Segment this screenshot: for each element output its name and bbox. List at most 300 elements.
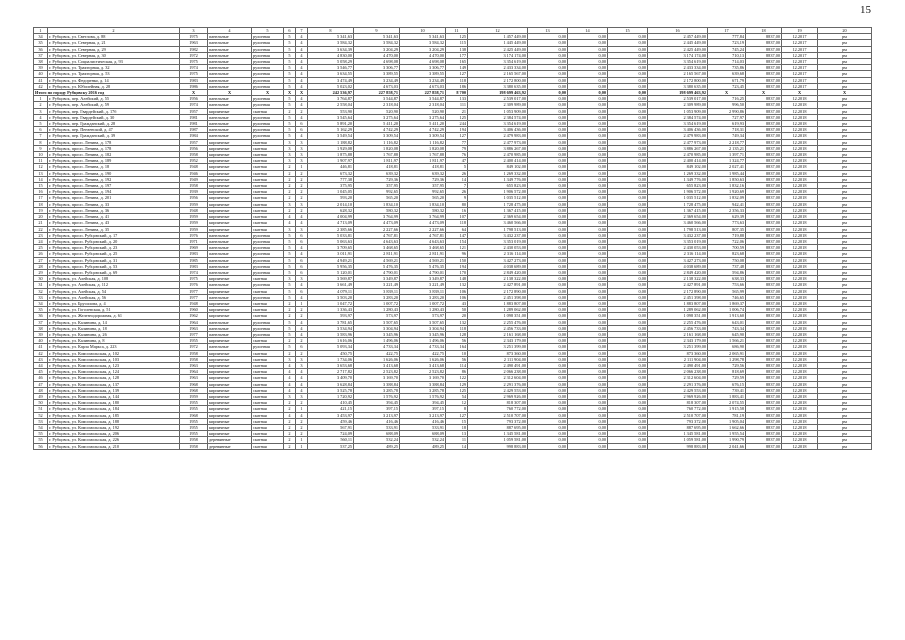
build-year-cell: 1981 bbox=[180, 114, 208, 120]
address-cell: г. Рубцовск, ул. Алейская, д. 54 bbox=[48, 288, 180, 294]
completion-date-cell: 12.2018 bbox=[782, 307, 818, 313]
max-unit-cost-cell: 8837,00 bbox=[746, 356, 782, 362]
build-year-cell: 1976 bbox=[180, 232, 208, 238]
completion-date-cell: 12.2018 bbox=[782, 288, 818, 294]
total-area-cell: 5 033,81 bbox=[308, 232, 354, 238]
address-cell: г. Рубцовск, ул. Калинина, д. 14 bbox=[48, 319, 180, 325]
unit-cost-cell: 1 883,41 bbox=[708, 393, 746, 399]
funds-regional-cell: 0,00 bbox=[568, 133, 608, 139]
column-number: 20 bbox=[818, 28, 872, 34]
owned-area-cell: 1 496,06 bbox=[400, 338, 446, 344]
owned-area-cell: 416,46 bbox=[400, 418, 446, 424]
wall-material-cell: кирпичные bbox=[208, 276, 252, 282]
residents-cell: 9 bbox=[446, 195, 468, 201]
funds-federal-cell: 0,00 bbox=[528, 59, 568, 65]
owned-area-cell: 4 470,00 bbox=[400, 52, 446, 58]
owned-area-cell: 5 411,20 bbox=[400, 121, 446, 127]
max-unit-cost-cell: 8837,00 bbox=[746, 121, 782, 127]
floors-cell: 5 bbox=[284, 46, 296, 52]
completion-date-cell: 12.2018 bbox=[782, 170, 818, 176]
residential-area-cell: 357,95 bbox=[354, 183, 400, 189]
max-unit-cost-cell: 8837,00 bbox=[746, 269, 782, 275]
owned-area-cell: 4 767,81 bbox=[400, 232, 446, 238]
completion-date-cell: 12.2018 bbox=[782, 214, 818, 220]
roof-type-cell: скатная bbox=[252, 350, 284, 356]
wall-material-cell: кирпичные bbox=[208, 307, 252, 313]
address-cell: г. Рубцовск, просп. Рубцовский, д. 17 bbox=[48, 232, 180, 238]
funds-federal-cell: 0,00 bbox=[528, 114, 568, 120]
total-area-cell: 4 004,99 bbox=[308, 214, 354, 220]
funds-owners-cell: 1 349 776,00 bbox=[648, 176, 708, 182]
address-cell: г. Рубцовск, просп. Ленина, д. 194 bbox=[48, 189, 180, 195]
wall-material-cell: кирпичные bbox=[208, 108, 252, 114]
funds-regional-cell: 0,00 bbox=[568, 437, 608, 443]
residential-area-cell: 3 304,94 bbox=[354, 325, 400, 331]
owned-area-cell: 532,24 bbox=[400, 437, 446, 443]
max-unit-cost-cell: 8837,00 bbox=[746, 375, 782, 381]
max-unit-cost-cell: 8837,00 bbox=[746, 71, 782, 77]
unit-cost-cell: 1 920,69 bbox=[708, 189, 746, 195]
residential-area-cell: 3 584,32 bbox=[354, 40, 400, 46]
funds-regional-cell: 0,00 bbox=[568, 114, 608, 120]
completion-date-cell: 12.2018 bbox=[782, 393, 818, 399]
funds-federal-cell: 0,00 bbox=[528, 269, 568, 275]
row-number-cell: 17 bbox=[34, 195, 48, 201]
unit-cost-cell: 818,69 bbox=[708, 369, 746, 375]
floors-cell: 5 bbox=[284, 96, 296, 102]
max-unit-cost-cell: 8837,00 bbox=[746, 381, 782, 387]
max-unit-cost-cell: 8837,00 bbox=[746, 52, 782, 58]
total-cost-cell: 1 053 909,00 bbox=[468, 108, 528, 114]
wall-material-cell: панельные bbox=[208, 263, 252, 269]
floors-cell: 5 bbox=[284, 263, 296, 269]
unit-cost-cell: 729,56 bbox=[708, 362, 746, 368]
residents-cell: 118 bbox=[446, 220, 468, 226]
total-area-cell: 3 709,65 bbox=[308, 245, 354, 251]
wall-material-cell: панельные bbox=[208, 319, 252, 325]
entrances-cell: 4 bbox=[296, 77, 308, 83]
roof-type-cell: скатная bbox=[252, 362, 284, 368]
total-area-cell: 2 717,82 bbox=[308, 369, 354, 375]
funds-federal-cell: 0,00 bbox=[528, 300, 568, 306]
funds-regional-cell: 0,00 bbox=[568, 96, 608, 102]
row-number-cell: 34 bbox=[34, 34, 48, 40]
address-cell: г. Рубцовск, пер. Гражданский, д. 39 bbox=[48, 133, 180, 139]
address-cell: г. Рубцовск, ул. Комсомольская, д. 184 bbox=[48, 406, 180, 412]
total-cost-cell: 2 312 604,00 bbox=[468, 375, 528, 381]
repair-method-cell: рм bbox=[818, 176, 872, 182]
address-cell: г. Рубцовск, просп. Ленина, д. 197 bbox=[48, 183, 180, 189]
build-year-cell: 1955 bbox=[180, 431, 208, 437]
unit-cost-cell: 671,79 bbox=[708, 77, 746, 83]
residential-area-cell: 1 007,72 bbox=[354, 300, 400, 306]
funds-owners-cell: 793 372,00 bbox=[648, 418, 708, 424]
total-cost-cell: 2 456 733,00 bbox=[468, 325, 528, 331]
max-unit-cost-cell: 8837,00 bbox=[746, 133, 782, 139]
build-year-cell: 1974 bbox=[180, 269, 208, 275]
total-cost-cell: 3 432 237,00 bbox=[468, 232, 528, 238]
funds-owners-cell: 2 456 733,00 bbox=[648, 325, 708, 331]
entrances-cell: 2 bbox=[296, 338, 308, 344]
total-cost-cell: 2 510 707,00 bbox=[468, 412, 528, 418]
funds-regional-cell: 0,00 bbox=[568, 431, 608, 437]
total-x-cell: X bbox=[296, 90, 308, 96]
funds-local-cell: 0,00 bbox=[608, 170, 648, 176]
funds-regional-cell: 0,00 bbox=[568, 325, 608, 331]
funds-federal-cell: 0,00 bbox=[528, 245, 568, 251]
funds-local-cell: 0,00 bbox=[608, 412, 648, 418]
table-row bbox=[34, 443, 872, 449]
funds-owners-cell: 2 539 017,00 bbox=[648, 96, 708, 102]
funds-federal-cell: 0,00 bbox=[528, 294, 568, 300]
housing-repair-table bbox=[33, 27, 872, 450]
build-year-cell: 1983 bbox=[180, 251, 208, 257]
residents-cell: 50 bbox=[446, 307, 468, 313]
funds-local-cell: 0,00 bbox=[608, 83, 648, 89]
repair-method-cell: рм bbox=[818, 344, 872, 350]
build-year-cell: 1983 bbox=[180, 263, 208, 269]
entrances-cell: 2 bbox=[296, 350, 308, 356]
row-number-cell: 1 bbox=[34, 96, 48, 102]
total-cost-cell: 1 906 572,00 bbox=[468, 189, 528, 195]
funds-local-cell: 0,00 bbox=[608, 381, 648, 387]
wall-material-cell: кирпичные bbox=[208, 220, 252, 226]
funds-local-cell: 0,00 bbox=[608, 393, 648, 399]
owned-area-cell: 1 820,08 bbox=[400, 145, 446, 151]
row-number-cell: 24 bbox=[34, 238, 48, 244]
roof-type-cell: рулонная bbox=[252, 245, 284, 251]
residents-cell: 96 bbox=[446, 251, 468, 257]
funds-regional-cell: 0,00 bbox=[568, 52, 608, 58]
max-unit-cost-cell: 8837,00 bbox=[746, 108, 782, 114]
funds-federal-cell: 0,00 bbox=[528, 443, 568, 449]
max-unit-cost-cell: 8837,00 bbox=[746, 338, 782, 344]
total-area-cell: 5 341,63 bbox=[308, 34, 354, 40]
funds-local-cell: 0,00 bbox=[608, 350, 648, 356]
owned-area-cell: 520,90 bbox=[400, 108, 446, 114]
completion-date-cell: 12.2017 bbox=[782, 65, 818, 71]
column-number: 7 bbox=[296, 28, 308, 34]
row-number-cell: 4 bbox=[34, 114, 48, 120]
residents-cell: 127 bbox=[446, 71, 468, 77]
funds-federal-cell: 0,00 bbox=[528, 431, 568, 437]
repair-method-cell: рм bbox=[818, 431, 872, 437]
funds-owners-cell: 1 289 062,00 bbox=[648, 307, 708, 313]
funds-local-cell: 0,00 bbox=[608, 338, 648, 344]
funds-owners-cell: 2 445 449,00 bbox=[648, 40, 708, 46]
entrances-cell: 2 bbox=[296, 207, 308, 213]
total-cost-cell: 2 111 904,00 bbox=[468, 356, 528, 362]
repair-method-cell: рм bbox=[818, 164, 872, 170]
owned-area-cell: 4 473,09 bbox=[400, 220, 446, 226]
residents-cell: 122 bbox=[446, 375, 468, 381]
total-cost-cell: 198 699 463,92 bbox=[468, 90, 528, 96]
row-number-cell: 16 bbox=[34, 189, 48, 195]
total-cost-cell: 3 886 267,00 bbox=[468, 145, 528, 151]
unit-cost-cell: 1 915,58 bbox=[708, 406, 746, 412]
funds-owners-cell: 2 138 322,00 bbox=[648, 276, 708, 282]
roof-type-cell: скатная bbox=[252, 387, 284, 393]
funds-regional-cell: 0,00 bbox=[568, 338, 608, 344]
owned-area-cell: 4 673,03 bbox=[400, 83, 446, 89]
funds-regional-cell: 0,00 bbox=[568, 164, 608, 170]
funds-owners-cell: 2 433 334,00 bbox=[648, 65, 708, 71]
funds-local-cell: 0,00 bbox=[608, 437, 648, 443]
funds-regional-cell: 0,00 bbox=[568, 183, 608, 189]
total-cost-cell: 2 066 238,00 bbox=[468, 369, 528, 375]
funds-local-cell: 0,00 bbox=[608, 145, 648, 151]
total-f19-cell: X bbox=[782, 90, 818, 96]
residential-area-cell: 3 349,87 bbox=[354, 276, 400, 282]
entrances-cell: 1 bbox=[296, 406, 308, 412]
total-area-cell: 1 734,06 bbox=[308, 356, 354, 362]
unit-cost-cell: 777,84 bbox=[708, 34, 746, 40]
unit-cost-cell: 643,01 bbox=[708, 319, 746, 325]
residential-area-cell: 2 227,66 bbox=[354, 226, 400, 232]
build-year-cell: 1963 bbox=[180, 375, 208, 381]
repair-method-cell: рм bbox=[818, 294, 872, 300]
roof-type-cell: скатная bbox=[252, 381, 284, 387]
wall-material-cell: кирпичные bbox=[208, 183, 252, 189]
repair-method-cell: рм bbox=[818, 375, 872, 381]
total-cost-cell: 2 477 973,00 bbox=[468, 139, 528, 145]
entrances-cell: 6 bbox=[296, 232, 308, 238]
funds-regional-cell: 0,00 bbox=[568, 238, 608, 244]
max-unit-cost-cell: 8837,00 bbox=[746, 189, 782, 195]
total-area-cell: 5 058,29 bbox=[308, 59, 354, 65]
funds-local-cell: 0,00 bbox=[608, 201, 648, 207]
max-unit-cost-cell: 8837,00 bbox=[746, 325, 782, 331]
funds-local-cell: 0,00 bbox=[608, 46, 648, 52]
funds-owners-cell: 4 038 689,00 bbox=[648, 263, 708, 269]
funds-owners-cell: 1 053 909,00 bbox=[648, 108, 708, 114]
total-area-cell: 3 764,87 bbox=[308, 96, 354, 102]
funds-local-cell: 0,00 bbox=[608, 158, 648, 164]
unit-cost-cell: 629,39 bbox=[708, 214, 746, 220]
address-cell: г. Рубцовск, пер. Пензенский, д. 47 bbox=[48, 127, 180, 133]
residential-area-cell: 3 283,20 bbox=[354, 294, 400, 300]
completion-date-cell: 12.2018 bbox=[782, 152, 818, 158]
unit-cost-cell: 753,66 bbox=[708, 282, 746, 288]
residential-area-cell: 3 468,65 bbox=[354, 245, 400, 251]
funds-federal-cell: 0,00 bbox=[528, 170, 568, 176]
residential-area-cell: 3 413,68 bbox=[354, 362, 400, 368]
funds-local-cell: 0,00 bbox=[608, 71, 648, 77]
roof-type-cell: скатная bbox=[252, 393, 284, 399]
funds-owners-cell: 849 102,00 bbox=[648, 164, 708, 170]
owned-area-cell: 688,09 bbox=[400, 431, 446, 437]
owned-area-cell: 1 834,10 bbox=[400, 201, 446, 207]
funds-federal-cell: 0,00 bbox=[528, 393, 568, 399]
residents-cell: 121 bbox=[446, 245, 468, 251]
entrances-cell: 6 bbox=[296, 121, 308, 127]
build-year-cell: 1977 bbox=[180, 288, 208, 294]
repair-method-cell: рм bbox=[818, 369, 872, 375]
repair-method-cell: рм bbox=[818, 71, 872, 77]
funds-federal-cell: 0,00 bbox=[528, 400, 568, 406]
funds-owners-cell: 1 098 351,00 bbox=[648, 313, 708, 319]
total-area-cell: 3 474,49 bbox=[308, 77, 354, 83]
entrances-cell: 4 bbox=[296, 245, 308, 251]
floors-cell: 2 bbox=[284, 350, 296, 356]
unit-cost-cell: 745,24 bbox=[708, 46, 746, 52]
wall-material-cell: кирпичные bbox=[208, 214, 252, 220]
entrances-cell: 2 bbox=[296, 418, 308, 424]
funds-federal-cell: 0,00 bbox=[528, 381, 568, 387]
max-unit-cost-cell: 8837,00 bbox=[746, 232, 782, 238]
entrances-cell: 6 bbox=[296, 127, 308, 133]
build-year-cell: 1959 bbox=[180, 393, 208, 399]
entrances-cell: 3 bbox=[296, 226, 308, 232]
residents-cell: 11 bbox=[446, 437, 468, 443]
build-year-cell: 1971 bbox=[180, 238, 208, 244]
funds-owners-cell: 1 367 415,00 bbox=[648, 207, 708, 213]
address-cell: г. Рубцовск, ул. Алейская, д. 56 bbox=[48, 294, 180, 300]
build-year-cell: 1963 bbox=[180, 362, 208, 368]
residential-area-cell: 5 341,63 bbox=[354, 34, 400, 40]
funds-local-cell: 0,00 bbox=[608, 288, 648, 294]
entrances-cell: 2 bbox=[296, 307, 308, 313]
funds-owners-cell: 2 291 376,00 bbox=[648, 381, 708, 387]
entrances-cell: 4 bbox=[296, 282, 308, 288]
wall-material-cell: панельные bbox=[208, 133, 252, 139]
roof-type-cell: скатная bbox=[252, 145, 284, 151]
total-cost-cell: 2 433 334,00 bbox=[468, 65, 528, 71]
total-area-cell: 5 956,35 bbox=[308, 263, 354, 269]
total-area-cell: 3 569,87 bbox=[308, 276, 354, 282]
repair-method-cell: рм bbox=[818, 145, 872, 151]
total-area-cell: 450,75 bbox=[308, 350, 354, 356]
total-cost-cell: 3 174 174,00 bbox=[468, 52, 528, 58]
roof-type-cell: рулонная bbox=[252, 52, 284, 58]
owned-area-cell: 3 304,94 bbox=[400, 325, 446, 331]
repair-method-cell: рм bbox=[818, 152, 872, 158]
wall-material-cell: панельные bbox=[208, 232, 252, 238]
floors-cell: 5 bbox=[284, 282, 296, 288]
residents-cell: 13 bbox=[446, 431, 468, 437]
total-cost-cell: 2 384 574,00 bbox=[468, 114, 528, 120]
address-cell: г. Рубцовск, ул. Комсомольская, д. 124 bbox=[48, 369, 180, 375]
repair-method-cell: рм bbox=[818, 412, 872, 418]
total-area-cell: 3 634,39 bbox=[308, 46, 354, 52]
build-year-cell: 1968 bbox=[180, 387, 208, 393]
floors-cell: 2 bbox=[284, 164, 296, 170]
unit-cost-cell: 1 006,74 bbox=[708, 307, 746, 313]
build-year-cell: 1955 bbox=[180, 418, 208, 424]
address-cell: г. Рубцовск, ул. Федоренко, д. 14 bbox=[48, 77, 180, 83]
total-area-cell: 3 628,84 bbox=[308, 381, 354, 387]
column-number: 8 bbox=[308, 28, 354, 34]
unit-cost-cell: 729,59 bbox=[708, 375, 746, 381]
funds-regional-cell: 0,00 bbox=[568, 65, 608, 71]
entrances-cell: 6 bbox=[296, 269, 308, 275]
address-cell: г. Рубцовск, ул. Комсомольская, д. 144 bbox=[48, 393, 180, 399]
wall-material-cell: кирпичные bbox=[208, 170, 252, 176]
residents-cell: 186 bbox=[446, 83, 468, 89]
repair-method-cell: рм bbox=[818, 189, 872, 195]
total-cost-cell: 2 427 891,00 bbox=[468, 282, 528, 288]
roof-type-cell: скатная bbox=[252, 108, 284, 114]
completion-date-cell: 12.2018 bbox=[782, 251, 818, 257]
row-number-cell: 34 bbox=[34, 300, 48, 306]
repair-method-cell: рм bbox=[818, 362, 872, 368]
residents-cell: 43 bbox=[446, 300, 468, 306]
roof-type-cell: рулонная bbox=[252, 46, 284, 52]
funds-local-cell: 0,00 bbox=[608, 400, 648, 406]
funds-regional-cell: 0,00 bbox=[568, 412, 608, 418]
funds-regional-cell: 0,00 bbox=[568, 201, 608, 207]
row-number-cell: 10 bbox=[34, 152, 48, 158]
total-cost-cell: 2 369 654,00 bbox=[468, 214, 528, 220]
funds-federal-cell: 0,00 bbox=[528, 263, 568, 269]
funds-local-cell: 0,00 bbox=[608, 294, 648, 300]
floors-cell: 3 bbox=[284, 393, 296, 399]
total-area-cell: 5 120,01 bbox=[308, 269, 354, 275]
row-number-cell: 6 bbox=[34, 127, 48, 133]
row-number-cell: 53 bbox=[34, 418, 48, 424]
address-cell: г. Рубцовск, просп. Ленина, д. 18 bbox=[48, 164, 180, 170]
column-number: 13 bbox=[528, 28, 568, 34]
funds-owners-cell: 2 343 179,00 bbox=[648, 338, 708, 344]
entrances-cell: 4 bbox=[296, 34, 308, 40]
build-year-cell: 1982 bbox=[180, 46, 208, 52]
build-year-cell: 1975 bbox=[180, 59, 208, 65]
repair-method-cell: рм bbox=[818, 307, 872, 313]
roof-type-cell: рулонная bbox=[252, 344, 284, 350]
row-number-cell: 15 bbox=[34, 183, 48, 189]
address-cell: г. Рубцовск, просп. Рубцовский, д. 20 bbox=[48, 238, 180, 244]
row-number-cell: 13 bbox=[34, 170, 48, 176]
unit-cost-cell: 716,25 bbox=[708, 96, 746, 102]
funds-federal-cell: 0,00 bbox=[528, 158, 568, 164]
wall-material-cell: кирпичные bbox=[208, 425, 252, 431]
row-number-cell: 31 bbox=[34, 282, 48, 288]
funds-regional-cell: 0,00 bbox=[568, 108, 608, 114]
funds-owners-cell: 873 360,00 bbox=[648, 350, 708, 356]
owned-area-cell: 3 764,99 bbox=[400, 214, 446, 220]
total-cost-cell: 1 798 513,00 bbox=[468, 226, 528, 232]
total-people-cell: 8 700 bbox=[446, 90, 468, 96]
funds-local-cell: 0,00 bbox=[608, 96, 648, 102]
floors-cell: 5 bbox=[284, 257, 296, 263]
build-year-cell: 1948 bbox=[180, 300, 208, 306]
repair-method-cell: рм bbox=[818, 400, 872, 406]
completion-date-cell: 12.2018 bbox=[782, 338, 818, 344]
wall-material-cell: кирпичные bbox=[208, 362, 252, 368]
funds-local-cell: 0,00 bbox=[608, 195, 648, 201]
address-cell: г. Рубцовск, ул. Калинина, д. 18 bbox=[48, 325, 180, 331]
roof-type-cell: рулонная bbox=[252, 269, 284, 275]
funds-local-cell: 0,00 bbox=[608, 121, 648, 127]
funds-owners-cell: 2 309 989,00 bbox=[648, 102, 708, 108]
residents-cell: 106 bbox=[446, 288, 468, 294]
floors-cell: 3 bbox=[284, 152, 296, 158]
address-cell: г. Рубцовск, ул. Комсомольская, д. 206 bbox=[48, 431, 180, 437]
completion-date-cell: 12.2018 bbox=[782, 325, 818, 331]
funds-federal-cell: 0,00 bbox=[528, 325, 568, 331]
build-year-cell: 1958 bbox=[180, 183, 208, 189]
funds-regional-cell: 0,00 bbox=[568, 170, 608, 176]
residential-area-cell: 3 544,87 bbox=[354, 96, 400, 102]
column-number: 2 bbox=[48, 28, 180, 34]
total-cost-cell: 4 038 689,00 bbox=[468, 263, 528, 269]
roof-type-cell: рулонная bbox=[252, 257, 284, 263]
entrances-cell: 4 bbox=[296, 40, 308, 46]
funds-local-cell: 0,00 bbox=[608, 245, 648, 251]
build-year-cell: 1959 bbox=[180, 201, 208, 207]
funds-regional-cell: 0,00 bbox=[568, 350, 608, 356]
residential-area-cell: 3 234,49 bbox=[354, 77, 400, 83]
